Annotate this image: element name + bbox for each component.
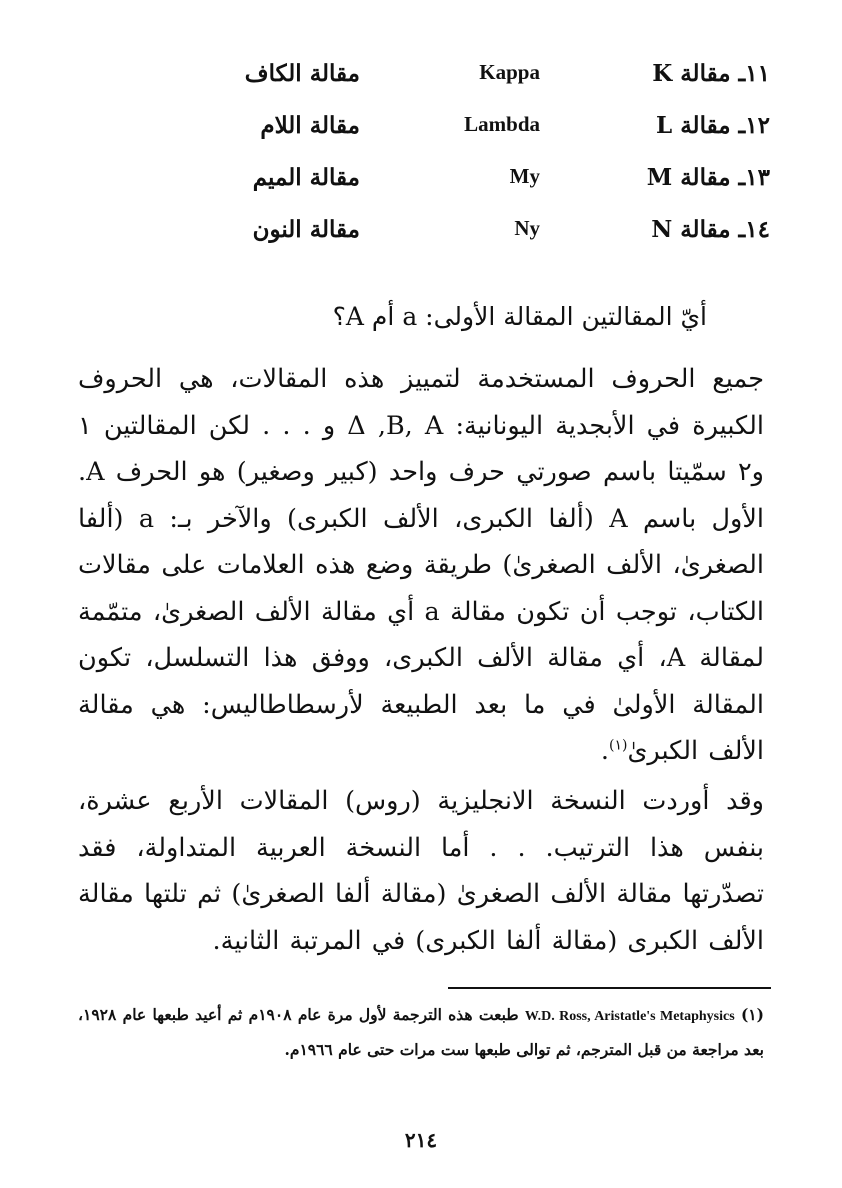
table-row [220,52,770,104]
section-heading: أيّ المقالتين المقالة الأولى: a أم A؟ [332,302,707,331]
chapter-number: ١٤ـ مقالة N [651,216,770,243]
greek-name: Lambda [464,112,540,136]
arabic-name: مقالة الكاف [244,60,360,87]
footnote [78,998,764,1066]
chapter-number: ١٣ـ مقالة M [646,164,770,191]
page-number: ٢١٤ [404,1128,438,1152]
paragraph-2: وقد أوردت النسخة الانجليزية (روس) المقالات الأربع عشرة، بنفس هذا الترتيب. . . أما النسخة العربية المتداولة، فقد تصدّرتها مقالة الألف الصغرىٰ (مقالة ألفا الصغرىٰ) ثم تلتها مقالة الألف الكبرى (مقالة ألفا الكبرى) في المرتبة الثانية. [78,786,764,956]
footnote-mark: (١) [740,1005,764,1024]
footnote-mark[interactable]: (١) [608,737,628,754]
arabic-name: مقالة الميم [252,164,360,191]
greek-name: Ny [514,216,540,240]
table-row [220,104,770,156]
chapter-number: ١٢ـ مقالة L [656,112,770,139]
paragraph-1-text: جميع الحروف المستخدمة لتمييز هذه المقالات، هي الحروف الكبيرة في الأبجدية اليونانية: Δ ,B, A و . . . لكن المقالتين ١ و٢ سمّيتا باسم صورتي حرف واحد (كبير وصغير) هو الحرف A. الأول باسم A (ألفا الكبرى، الألف الكبرى) والآخر بـ: a (ألفا الصغرىٰ، الألف الصغرىٰ) طريقة وضع هذه العلامات على مقالات الكتاب، توجب أن تكون مقالة a أي مقالة الألف الصغرىٰ، متمّمة لمقالة A، أي مقالة الألف الكبرى، ووفق هذا التسلسل، تكون المقالة الأولىٰ في ما بعد الطبيعة لأرسطاطاليس: هي مقالة الألف الكبرىٰ [78,364,764,766]
paragraph-1-end: . [600,736,609,766]
footnote-reference: W.D. Ross, Aristatle's Metaphysics [524,1009,735,1024]
paragraph-1 [78,356,764,775]
table-row [220,208,770,260]
chapter-number: ١١ـ مقالة K [652,60,770,87]
arabic-name: مقالة النون [252,216,360,243]
footnote-divider [448,987,771,989]
arabic-name: مقالة اللام [260,112,360,139]
greek-name: My [509,164,540,188]
table-row [220,156,770,208]
footnote-text: طبعت هذه الترجمة لأول مرة عام ١٩٠٨م ثم أعيد طبعها عام ١٩٢٨، بعد مراجعة من قبل المترجم، ثم توالى طبعها ست مرات حتى عام ١٩٦٦م. [78,1005,764,1059]
greek-name: Kappa [479,60,540,84]
chapters-table [220,52,770,260]
